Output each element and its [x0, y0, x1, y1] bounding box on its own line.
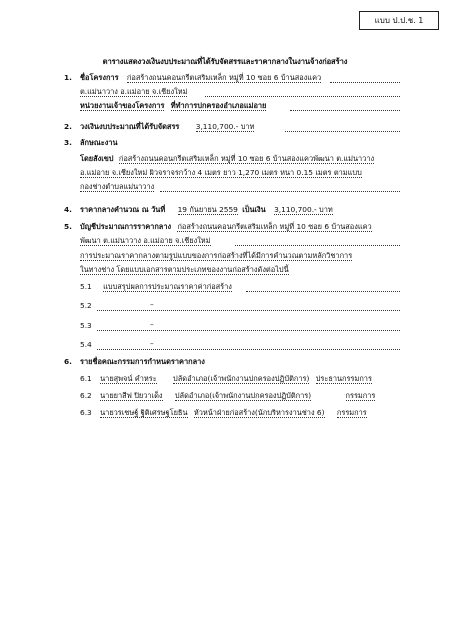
bill-row-1	[80, 222, 372, 232]
item-number-3: 3.	[64, 138, 72, 147]
item-number-4: 4.	[64, 205, 72, 214]
median-amount-label: เป็นเงิน	[242, 205, 266, 214]
committee-member-2	[80, 391, 375, 401]
item-number-1: 1.	[64, 73, 72, 82]
bill-text-3: การประมาณราคากลางตามรูปแบบของการก่อสร้างที่ได้มีการคำนวณตามหลักวิชาการ	[80, 251, 353, 260]
fill-line	[246, 291, 400, 292]
median-amount: 3,110,700.- บาท	[274, 205, 333, 214]
member-position: หัวหน้าฝ่ายก่อสร้าง(นักบริหารงานช่าง 6)	[193, 408, 325, 417]
fill-line	[290, 110, 400, 111]
member-number: 6.1	[80, 374, 92, 383]
fill-line	[97, 330, 400, 331]
document-title: ตารางแสดงวงเงินงบประมาณที่ได้รับจัดสรรและราคากลางในงานจ้างก่อสร้าง	[102, 57, 348, 66]
project-location: ต.แม่นาวาง อ.แม่อาย จ.เชียงใหม่	[80, 87, 188, 96]
median-row	[80, 205, 333, 215]
project-label: ชื่อโครงการ	[80, 73, 119, 82]
agency-label: หน่วยงานเจ้าของโครงการ	[80, 101, 165, 110]
nature-text-1: ก่อสร้างถนนคอนกรีตเสริมเหล็ก หมู่ที่ 10 ซอย 6 บ้านสองแควพัฒนา ต.แม่นาวาง	[118, 154, 375, 163]
project-value: ก่อสร้างถนนคอนกรีตเสริมเหล็ก หมู่ที่ 10 ซอย 6 บ้านสองแคว	[126, 73, 322, 82]
bill-label: บัญชีประมาณการราคากลาง	[80, 222, 172, 231]
bill-row-2	[80, 236, 211, 246]
nature-label: ลักษณะงาน	[80, 138, 118, 147]
form-code-box: แบบ ป.ป.ช. 1	[359, 11, 439, 30]
member-role: ประธานกรรมการ	[315, 374, 372, 383]
sub-item-number: 5.1	[80, 282, 92, 291]
sub-item-text: แบบสรุปผลการประมาณราคาค่าก่อสร้าง	[103, 282, 232, 291]
item-number-2: 2.	[64, 122, 72, 131]
budget-row	[80, 122, 254, 132]
sub-item-5-4: 5.4	[80, 340, 92, 349]
sub-item-5-3-dash: –	[150, 320, 154, 329]
fill-line	[97, 310, 400, 311]
nature-text-3: กองช่างตำบลแม่นาวาง	[80, 182, 155, 191]
member-position: ปลัดอำเภอ(เจ้าพนักงานปกครองปฏิบัติการ)	[173, 374, 310, 383]
member-role: กรรมการ	[336, 408, 367, 417]
sub-item-5-4-dash: –	[150, 339, 154, 348]
fill-line	[235, 245, 400, 246]
committee-member-1	[80, 374, 372, 384]
budget-value: 3,110,700.- บาท	[195, 122, 255, 131]
committee-member-3	[80, 408, 367, 418]
nature-text-2: อ.แม่อาย จ.เชียงใหม่ ผิวจราจรกว้าง 4 เมตร ยาว 1,270 เมตร หนา 0.15 เมตร ตามแบบ	[80, 168, 362, 177]
fill-line	[97, 349, 400, 350]
median-date: 19 กันยายน 2559	[177, 205, 238, 214]
fill-line	[285, 131, 400, 132]
project-row	[80, 73, 321, 83]
fill-line	[330, 82, 400, 83]
bill-text-1: ก่อสร้างถนนคอนกรีตเสริมเหล็ก หมู่ที่ 10 ซอย 6 บ้านสองแคว	[177, 222, 372, 231]
member-number: 6.3	[80, 408, 92, 417]
sub-item-5-1	[80, 282, 232, 292]
nature-row-1	[80, 154, 374, 164]
item-number-6: 6.	[64, 357, 72, 366]
bill-text-2: พัฒนา ต.แม่นาวาง อ.แม่อาย จ.เชียงใหม่	[80, 236, 211, 245]
bill-row-3	[80, 251, 352, 261]
bill-text-4: ในทางช่าง โดยแบบเอกสารตามประเภทของงานก่อสร้างดังต่อไปนี้	[80, 265, 289, 274]
sub-item-5-2: 5.2	[80, 301, 92, 310]
nature-row-3	[80, 182, 154, 192]
nature-row-2	[80, 168, 362, 178]
agency-row	[80, 101, 266, 111]
nature-prefix: โดยสังเขป	[80, 154, 114, 163]
agency-value: ที่ทำการปกครองอำเภอแม่อาย	[170, 101, 267, 110]
bill-row-4	[80, 265, 289, 275]
member-number: 6.2	[80, 391, 92, 400]
budget-label: วงเงินงบประมาณที่ได้รับจัดสรร	[80, 122, 180, 131]
committee-label: รายชื่อคณะกรรมการกำหนดราคากลาง	[80, 357, 205, 366]
member-role: กรรมการ	[345, 391, 376, 400]
member-name: นายสุพจน์ คำหระ	[100, 374, 157, 383]
median-label: ราคากลางคำนวณ ณ วันที่	[80, 205, 166, 214]
member-name: นายยาสีฟ ปิยวาเด็ง	[100, 391, 163, 400]
sub-item-5-3: 5.3	[80, 321, 92, 330]
fill-line	[160, 191, 400, 192]
project-row-2	[80, 87, 187, 97]
member-position: ปลัดอำเภอ(เจ้าพนักงานปกครองปฏิบัติการ)	[174, 391, 312, 400]
item-number-5: 5.	[64, 222, 72, 231]
member-name: นายวรเชษฐ์ ฐิติเศรษฐโยธิน	[100, 408, 188, 417]
fill-line	[205, 96, 400, 97]
sub-item-5-2-dash: –	[150, 300, 154, 309]
